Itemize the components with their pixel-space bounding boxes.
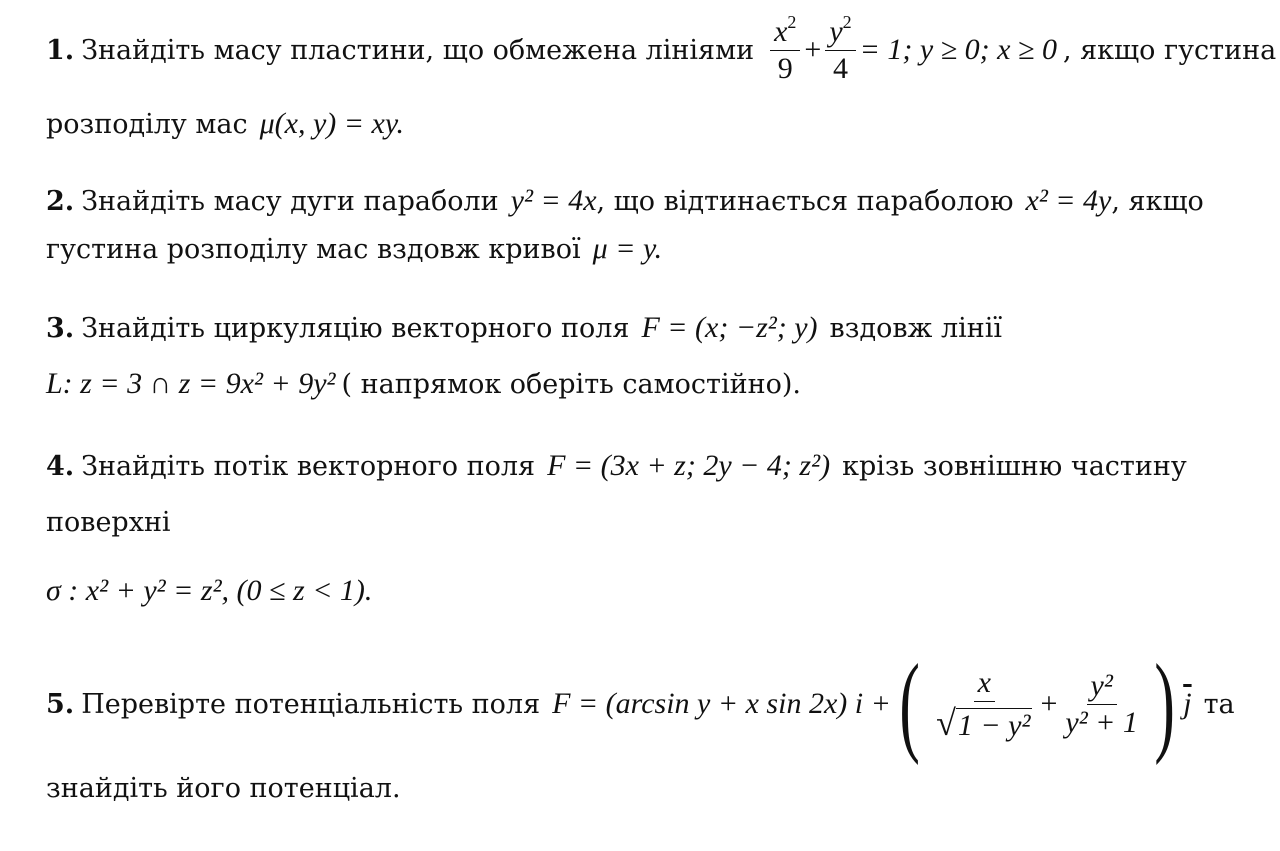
problem-4-text: Знайдіть потік векторного поля: [81, 450, 536, 482]
problem-5-line-2-text: знайдіть його потенціал.: [46, 772, 401, 804]
problem-1-fraction-y: $\frac{y^2}{4}$: [825, 17, 855, 84]
problem-3-text: Знайдіть циркуляцію векторного поля: [81, 312, 630, 344]
problem-1-equation-tail: = 1; y ≥ 0; x ≥ 0: [859, 33, 1057, 66]
problem-3-line-2: [46, 364, 801, 404]
problem-5-line-2: [46, 770, 401, 806]
problem-5-fraction-2: $\frac{\text{y²}}{\text{y² + 1}}$: [1065, 668, 1138, 739]
problem-5-fraction-1: x √ 1 − y²: [936, 665, 1031, 743]
problem-5-number: 5.: [46, 688, 75, 720]
problem-1-line-2: [46, 106, 404, 142]
problem-1-density: μ(x, y) = xy.: [259, 107, 405, 140]
right-paren: ): [1154, 642, 1175, 766]
problem-3-number: 3.: [46, 312, 75, 344]
problem-3-text-2: вздовж лінії: [829, 312, 1003, 344]
problem-3-curve: L: z = 3 ∩ z = 9x² + 9y²: [46, 367, 336, 400]
problem-2-curve-1: y² = 4x: [510, 184, 597, 217]
problem-1-line-2-text: розподілу мас: [46, 108, 248, 140]
problem-4-surface: σ : x² + y² = z², (0 ≤ z < 1).: [46, 574, 373, 607]
problem-4-field: F = (3x + z; 2y − 4; z²): [547, 449, 831, 482]
problem-4-text-2: крізь зовнішню частину: [842, 450, 1187, 482]
problem-5-line-1: 5. Перевірте потенціальність поля F = (arcsin y + x sin 2x) i + ( x √ 1 − y² + $\frac{\text{y²}}{\text{y² + 1}}$ ) $\overline{j}$ та: [46, 642, 1235, 766]
problem-2-line-1: [46, 182, 1204, 220]
problem-2-line-2-text: густина розподілу мас вздовж кривої: [46, 233, 581, 265]
problem-1-fraction-x: $\frac{x^2}{9}$: [770, 17, 800, 84]
problem-1-text: Знайдіть масу пластини, що обмежена лініями: [81, 34, 755, 66]
problem-4-line-1: [46, 444, 1187, 488]
problem-2-text-2: , що відтинається параболою: [596, 185, 1014, 217]
j-unit-vector: $\overline{j}$: [1183, 687, 1192, 720]
problem-2-text: Знайдіть масу дуги параболи: [81, 185, 499, 217]
problem-2-curve-2: x² = 4y: [1025, 184, 1112, 217]
problem-2-line-2: [46, 230, 662, 268]
problem-4-line-3: [46, 570, 372, 612]
problem-2-text-3: , якщо: [1111, 185, 1204, 217]
problem-4-line-2: [46, 504, 171, 540]
problem-5-text: Перевірте потенціальність поля: [81, 688, 541, 720]
problem-4-number: 4.: [46, 450, 75, 482]
problem-3-field: F = (x; −z²; y): [641, 311, 818, 344]
problem-5-text-2: та: [1203, 688, 1235, 720]
problem-3-text-3: ( напрямок оберіть самостійно).: [341, 368, 801, 400]
problem-1-text-2: , якщо густина: [1062, 34, 1277, 66]
problem-5-field-part-1: F = (arcsin y + x sin 2x) i +: [552, 687, 891, 720]
problem-1-number: 1.: [46, 34, 75, 66]
problem-4-line-2-text: поверхні: [46, 506, 171, 538]
problem-2-number: 2.: [46, 185, 75, 217]
problem-2-density: μ = y.: [592, 232, 663, 265]
problem-1-line-1: 1. Знайдіть масу пластини, що обмежена лініями $\frac{x^2}{9}$ + $\frac{y^2}{4}$ = 1; y ≥ 0; x ≥ 0 , якщо густина: [46, 11, 1277, 85]
problem-3-line-1: [46, 306, 1002, 350]
left-paren: (: [899, 642, 920, 766]
